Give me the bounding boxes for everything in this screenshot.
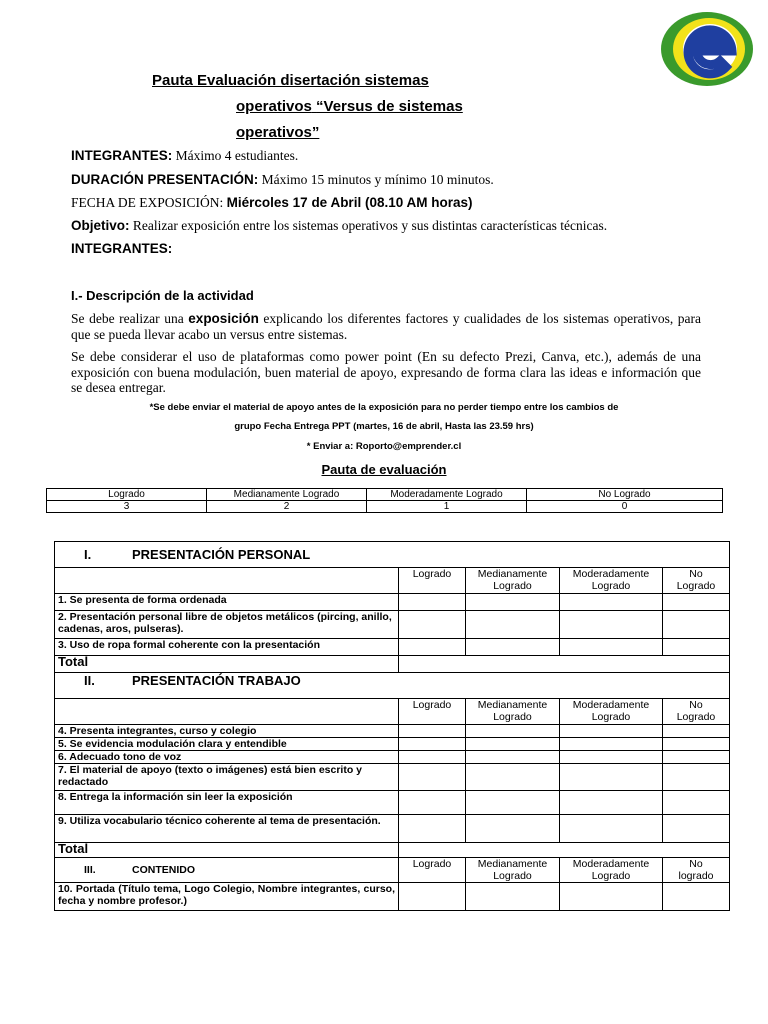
score-cell[interactable] [560,883,663,911]
scale-points: 1 [367,501,527,513]
criterion-label: 7. El material de apoyo (texto o imágenes) está bien escrito y redactado [55,764,399,791]
score-cell[interactable] [399,883,466,911]
criterion-label: 8. Entrega la información sin leer la exposición [55,791,399,815]
score-cell[interactable] [663,639,730,656]
section-row [55,673,730,699]
score-cell[interactable] [663,738,730,751]
envio-note-line1: *Se debe enviar el material de apoyo antes de la exposición para no perder tiempo entre los cambios de [149,402,619,413]
objetivo-line: Objetivo: Realizar exposición entre los sistemas operativos y sus distintas características técnicas. [71,218,608,233]
criterion-row [55,611,730,639]
score-cell[interactable] [663,883,730,911]
scale-points: 3 [47,501,207,513]
col-medianamente: Medianamente Logrado [466,858,560,883]
duracion-line: DURACIÓN PRESENTACIÓN: Máximo 15 minutos y mínimo 10 minutos. [71,172,494,187]
section-row [55,542,730,568]
criterion-label: 4. Presenta integrantes, curso y colegio [55,725,399,738]
criterion-row [55,791,730,815]
scale-points-row [47,501,723,513]
score-cell[interactable] [399,611,466,639]
score-cell[interactable] [560,611,663,639]
total-label: Total [55,656,399,673]
document-title-line1: Pauta Evaluación disertación sistemas [152,72,429,89]
score-cell[interactable] [466,639,560,656]
score-cell[interactable] [466,738,560,751]
score-cell[interactable] [399,815,466,843]
scale-label: No Logrado [527,489,723,501]
total-row [55,656,730,673]
criterion-row [55,751,730,764]
score-cell[interactable] [466,725,560,738]
section-title: I. PRESENTACIÓN PERSONAL [55,542,730,568]
score-cell[interactable] [466,594,560,611]
document-title-line2: operativos “Versus de sistemas [236,98,463,115]
score-cell[interactable] [663,725,730,738]
col-moderadamente: Moderadamente Logrado [560,858,663,883]
criterion-label: 5. Se evidencia modulación clara y entendible [55,738,399,751]
score-cell[interactable] [399,725,466,738]
document-title-line3: operativos” [236,124,320,141]
score-cell[interactable] [466,883,560,911]
scale-labels-row [47,489,723,501]
score-cell[interactable] [560,725,663,738]
criterion-label: 9. Utiliza vocabulario técnico coherente al tema de presentación. [55,815,399,843]
criterion-row [55,725,730,738]
scale-label: Moderadamente Logrado [367,489,527,501]
fecha-line: FECHA DE EXPOSICIÓN: Miércoles 17 de Abril (08.10 AM horas) [71,195,473,210]
col-medianamente: Medianamente Logrado [466,568,560,594]
criterion-label: 2. Presentación personal libre de objetos metálicos (pircing, anillo, cadenas, aros, pulseras). [55,611,399,639]
criterion-label: 10. Portada (Título tema, Logo Colegio, Nombre integrantes, curso, fecha y nombre profesor.) [55,883,399,911]
descripcion-heading: I.- Descripción de la actividad [71,288,254,303]
col-no-logrado: No Logrado [663,699,730,725]
score-cell[interactable] [560,815,663,843]
scale-points: 0 [527,501,723,513]
score-cell[interactable] [663,594,730,611]
scale-table [46,488,723,513]
descripcion-paragraph-1: Se debe realizar una exposición explicando los diferentes factores y cualidades de los sistemas operativos, para que se pueda llevar acabo un versus entre sistemas. [71,311,702,342]
total-label: Total [55,843,399,858]
criterion-label: 1. Se presenta de forma ordenada [55,594,399,611]
score-cell[interactable] [399,594,466,611]
score-cell[interactable] [663,611,730,639]
criterion-row [55,764,730,791]
col-no-logrado: No logrado [663,858,730,883]
criterion-label: 3. Uso de ropa formal coherente con la presentación [55,639,399,656]
criterion-label: 6. Adecuado tono de voz [55,751,399,764]
score-cell[interactable] [466,764,560,791]
score-cell[interactable] [560,751,663,764]
score-cell[interactable] [399,751,466,764]
criterion-row [55,815,730,843]
rubric-header-row [55,699,730,725]
integrantes-line: INTEGRANTES: Máximo 4 estudiantes. [71,148,299,163]
rubric-header-row [55,568,730,594]
score-cell[interactable] [399,764,466,791]
total-cell[interactable] [399,843,730,858]
col-moderadamente: Moderadamente Logrado [560,568,663,594]
total-row [55,843,730,858]
integrantes-fill-line: INTEGRANTES: [71,241,173,256]
score-cell[interactable] [663,815,730,843]
score-cell[interactable] [663,764,730,791]
criterion-row [55,883,730,911]
col-logrado: Logrado [399,568,466,594]
score-cell[interactable] [466,815,560,843]
envio-note-line2: grupo Fecha Entrega PPT (martes, 16 de abril, Hasta las 23.59 hrs) [234,421,534,432]
score-cell[interactable] [399,639,466,656]
col-logrado: Logrado [399,858,466,883]
section-header-row [55,858,730,883]
score-cell[interactable] [663,791,730,815]
score-cell[interactable] [560,764,663,791]
score-cell[interactable] [399,791,466,815]
col-medianamente: Medianamente Logrado [466,699,560,725]
criterion-row [55,738,730,751]
criterion-row [55,594,730,611]
school-logo-icon [660,11,754,87]
criterion-row [55,639,730,656]
col-moderadamente: Moderadamente Logrado [560,699,663,725]
total-cell[interactable] [399,656,730,673]
score-cell[interactable] [466,611,560,639]
score-cell[interactable] [560,791,663,815]
section-title: II. PRESENTACIÓN TRABAJO [55,673,730,699]
envio-email-note: * Enviar a: Roporto@emprender.cl [306,441,462,452]
col-no-logrado: No Logrado [663,568,730,594]
scale-label: Medianamente Logrado [207,489,367,501]
descripcion-paragraph-2: Se debe considerar el uso de plataformas como power point (En su defecto Prezi, Canva, etc.), además de una exposición con buena modulación, buen material de apoyo, expresando de forma clara las ideas e información que se desea entregar. [71,349,701,395]
score-cell[interactable] [560,639,663,656]
score-cell[interactable] [560,594,663,611]
scale-points: 2 [207,501,367,513]
rubric-table [54,541,730,911]
col-logrado: Logrado [399,699,466,725]
section-title: III. CONTENIDO [55,858,399,883]
pauta-heading: Pauta de evaluación [321,462,447,477]
score-cell[interactable] [466,751,560,764]
score-cell[interactable] [663,751,730,764]
score-cell[interactable] [399,738,466,751]
score-cell[interactable] [466,791,560,815]
score-cell[interactable] [560,738,663,751]
scale-label: Logrado [47,489,207,501]
